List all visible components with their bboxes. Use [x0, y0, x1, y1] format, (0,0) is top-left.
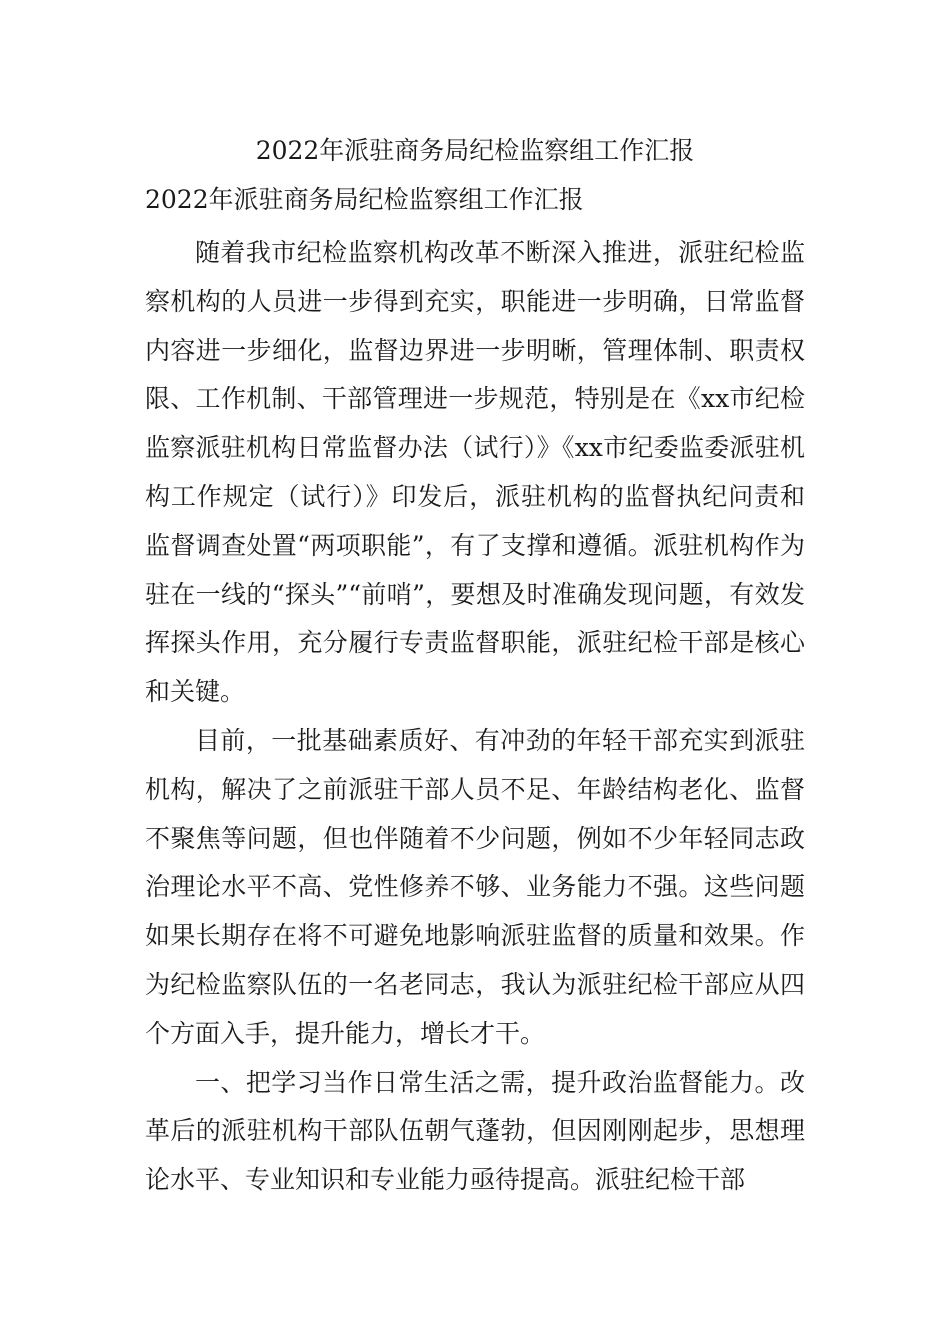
paragraph-1: 随着我市纪检监察机构改革不断深入推进，派驻纪检监察机构的人员进一步得到充实，职能进一步明确，日常监督内容进一步细化，监督边界进一步明晰，管理体制、职责权限、工作机制、干部管理进一步规范，特别是在《xx市纪检监察派驻机构日常监督办法（试行）》《xx市纪委监委派驻机构工作规定（试行）》印发后，派驻机构的监督执纪问责和监督调查处置“两项职能”，有了支撑和遵循。派驻机构作为驻在一线的“探头”“前哨”，要想及时准确发现问题，有效发挥探头作用，充分履行专责监督职能，派驻纪检干部是核心和关键。	[145, 238, 805, 707]
document-body	[145, 229, 805, 1205]
document-subtitle: 2022年派驻商务局纪检监察组工作汇报	[145, 185, 584, 214]
paragraph-3: 一、把学习当作日常生活之需，提升政治监督能力。改革后的派驻机构干部队伍朝气蓬勃，但因刚刚起步，思想理论水平、专业知识和专业能力亟待提高。派驻纪检干部	[145, 1067, 805, 1195]
document-title: 2022年派驻商务局纪检监察组工作汇报	[255, 136, 695, 165]
paragraph-2: 目前，一批基础素质好、有冲劲的年轻干部充实到派驻机构，解决了之前派驻干部人员不足、年龄结构老化、监督不聚焦等问题，但也伴随着不少问题，例如不少年轻同志政治理论水平不高、党性修养不够、业务能力不强。这些问题如果长期存在将不可避免地影响派驻监督的质量和效果。作为纪检监察队伍的一名老同志，我认为派驻纪检干部应从四个方面入手，提升能力，增长才干。	[145, 725, 805, 1048]
